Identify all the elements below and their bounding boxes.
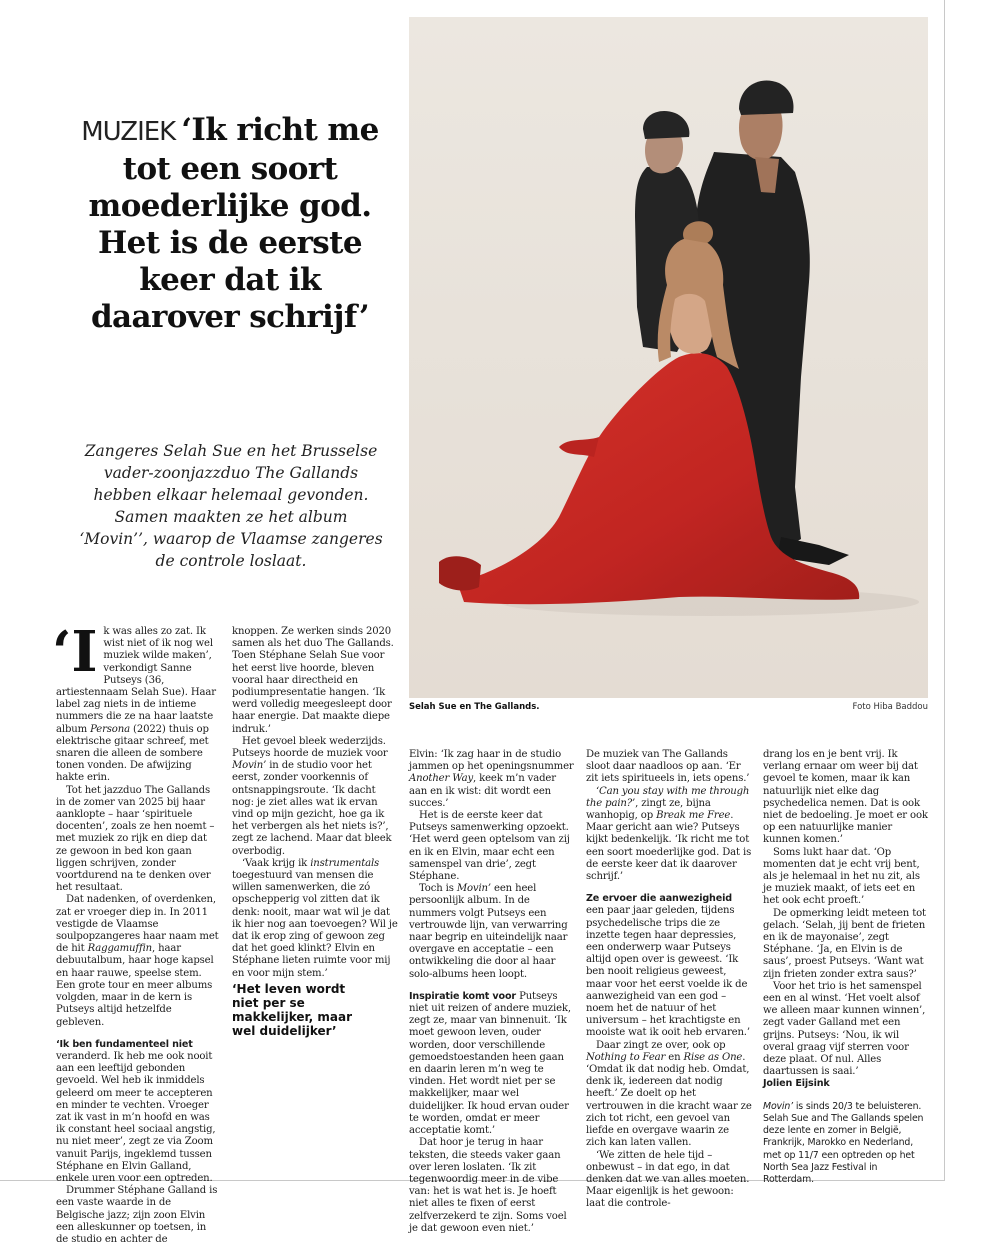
text-run: een heel persoonlijk album. In de nummers volgt Putseys een vertrouwde lijn, van verwarring naar begrip en uiteindelijk naar overgave en acceptatie – een ontwikkeling die door al haar solo-albums heen loopt. xyxy=(409,883,568,980)
release-info xyxy=(763,1101,929,1186)
text-run: . ‘Omdat ik dat nodig heb. Omdat, denk ik, iedereen dat nodig heeft.’ Ze doelt op het vertrouwen in die kracht waar ze zich tot richt, een gevoel van liefde en overgave waarin ze zich kan laten vallen. xyxy=(586,1051,752,1149)
paragraph xyxy=(586,893,752,1039)
body-column-4 xyxy=(586,749,752,1211)
section-lead: ‘Ik ben fundamenteel niet xyxy=(56,1038,193,1050)
album-title: Movin’ xyxy=(763,1100,793,1112)
headline xyxy=(80,112,380,336)
paragraph xyxy=(232,736,398,858)
text-run: . Maar gericht aan wie? Putseys kijkt bedenkelijk. ‘Ik richt me tot een soort moederlijke god. Dat is de eerste keer dat ik daarover schrijf.’ xyxy=(586,810,752,883)
text-run: in de studio voor het eerst, zonder voorkennis of ontsnappingsroute. ‘Ik dacht nog: je ziet alles wat ik ervan vind op mijn gezicht, hoe ga ik het verbergen als het niets is?’, zegt ze lachend. Maar dat bleek overbodig. xyxy=(232,760,392,857)
author-byline: Jolien Eijsink xyxy=(763,1078,830,1090)
text-run: en xyxy=(668,1051,681,1063)
text-run: , keek m’n vader aan en ik wist: dit wordt een succes.’ xyxy=(409,773,556,809)
text-run: Daar zingt ze over, ook op xyxy=(596,1039,726,1051)
opening-paragraph xyxy=(52,619,220,785)
text-run: Toch is xyxy=(419,883,454,895)
section-lead: Ze ervoer die aanwezigheid xyxy=(586,893,732,905)
text-run: veranderd. Ik heb me ook nooit aan een leeftijd gebonden gevoeld. Wel heb ik inmiddels geleerd om meer te accepteren en minder te vechten. Vroeger zat ik vast in m’n hoofd en was ik constant heel sociaal angstig, nu niet meer’, zegt ze via Zoom vanuit Parijs, ingeklemd tussen Stéphane en Elvin Galland, enkele uren voor een optreden. xyxy=(56,1050,216,1184)
body-column-3 xyxy=(409,749,575,1235)
text-run: Putseys niet uit reizen of andere muziek, zegt ze, maar van binnenuit. ‘Ik moet gewoon leven, ouder worden, door verschillende gemoedstoestanden heen gaan en daarin leren m’n weg te vinden. Het wordt niet per se makkelijker, maar wel duidelijker. Ik houd ervan ouder te worden, omdat er meer acceptatie komt.’ xyxy=(409,990,571,1137)
album-title: Persona xyxy=(90,723,130,735)
lyric-quote: ‘Can you stay with me through the pain?’ xyxy=(586,785,750,809)
paragraph xyxy=(586,1040,752,1150)
drop-cap: ‘I xyxy=(52,619,98,685)
article-photo xyxy=(409,17,928,698)
paragraph xyxy=(409,749,575,810)
album-title: Movin’ xyxy=(456,883,491,895)
section-kicker: MUZIEK xyxy=(81,117,176,147)
paragraph xyxy=(409,883,575,981)
song-title: Break me Free xyxy=(656,810,731,822)
pull-quote: ‘Het leven wordt niet per se makkelijker, maar wel duidelijker’ xyxy=(232,982,353,1038)
section-lead: Inspiratie komt voor xyxy=(409,990,516,1002)
paragraph xyxy=(586,786,752,884)
song-title: Nothing to Fear xyxy=(586,1051,666,1063)
emphasis: instrumentals xyxy=(310,857,380,869)
paragraph: Het is de eerste keer dat Putseys samenwerking opzoekt. ‘Het werd geen optelsom van zij en ik en Elvin, maar echt een samenspel van drie’, zegt Stéphane. xyxy=(409,810,570,883)
paragraph: Voor het trio is het samenspel een en al winst. ‘Het voelt alsof we alleen maar kunnen winnen’, zegt vader Galland met een grijns. Putseys: ‘Nou, ik wil overal graag vijf sterren voor deze plaat. Of nul. Alles daartussen is saai.’ xyxy=(763,980,926,1078)
photo-credit: Foto Hiba Baddou xyxy=(852,702,928,712)
paragraph: drang los en je bent vrij. Ik verlang ernaar om weer bij dat gevoel te komen, maar ik kan natuurlijk niet elke dag psychedelica nemen. Dat is ook niet de bedoeling. Je moet er ook op een natuurlijke manier kunnen komen.’ xyxy=(763,749,928,846)
text-run: Elvin: ‘Ik zag haar in de studio jammen op het openingsnummer xyxy=(409,749,574,773)
text-run: k was alles zo zat. Ik wist niet of ik nog wel muziek wilde maken’, verkondigt Sanne Putseys (36, artiestennaam Selah Sue). Haar label zag niets in de intieme nummers die ze na haar laatste album xyxy=(56,626,216,735)
paragraph xyxy=(232,858,398,980)
paragraph xyxy=(56,894,220,1028)
body-column-1 xyxy=(52,619,220,1246)
text-run: (2022) thuis op elektrische gitaar schreef, met snaren die alleen de sombere tonen vonden. De afwijzing hakte erin. xyxy=(56,723,209,784)
text-run: Dat nadenken, of overdenken, zat er vroeger diep in. In 2011 vestigde de Vlaamse soulpopzangeres haar naam met de hit xyxy=(56,894,219,955)
text-run: Het gevoel bleek wederzijds. Putseys hoorde de muziek voor xyxy=(232,735,388,760)
paragraph xyxy=(409,991,575,1137)
paragraph: Drummer Stéphane Galland is een vaste waarde in de Belgische jazz; zijn zoon Elvin een alleskunner op toetsen, in de studio en achter de xyxy=(56,1185,218,1245)
intro-paragraph: Zangeres Selah Sue en het Brusselse vader-zoonjazzduo The Gallands hebben elkaar helemaal gevonden. Samen maakten ze het album ‘Movin’’, waarop de Vlaamse zangeres de controle loslaat. xyxy=(79,442,383,570)
text-run: is sinds 20/3 te beluisteren. Selah Sue and The Gallands spelen deze lente en zomer in België, Frankrijk, Marokko en Nederland, met op 11/7 een optreden op het North Sea Jazz Festival in Rotterdam. xyxy=(763,1100,924,1185)
photo-illustration xyxy=(409,17,928,698)
paragraph xyxy=(56,1039,220,1185)
text-run: toegestuurd van mensen die willen samenwerken, die zó opschepperig vol zitten dat ik denk: nooit, maar wat wil je dat ik hier nog aan toevoegen? Wil je dat ik erop zing of gewoon zeg dat het goed klinkt? Elvin en Stéphane lieten ruimte voor mij en voor mijn stem.’ xyxy=(232,870,398,979)
text-run: ‘Vaak krijg ik xyxy=(242,857,308,869)
song-title: Rise as One xyxy=(683,1051,743,1063)
paragraph: Dat hoor je terug in haar teksten, die steeds vaker gaan over leren loslaten. ‘Ik zit tegenwoordig meer in de vibe van: het is wat het is. Je hoeft niet alles te fixen of eerst zelfverzekerd te zijn. Soms voel je dat gewoon even niet.’ xyxy=(409,1137,567,1234)
paragraph: De opmerking leidt meteen tot gelach. ‘Selah, jij bent de frieten en ik de mayonaise’, zegt Stéphane. ‘Ja, en Elvin is de saus’, proest Putseys. ‘Want wat zijn frieten zonder extra saus?’ xyxy=(763,907,926,980)
paragraph: Tot het jazzduo The Gallands in de zomer van 2025 bij haar aanklopte – haar ‘spirituele docenten’, zoals ze hen noemt – met muziek zo rijk en diep dat ze gewoon in bed kon gaan liggen schrijven, zonder voortdurend na te denken over het resultaat. xyxy=(56,784,215,894)
caption-text: Selah Sue en The Gallands. xyxy=(409,702,540,712)
album-title: Movin’ xyxy=(232,760,267,772)
song-title: Another Way xyxy=(409,773,473,785)
text-run: een paar jaar geleden, tijdens psychedelische trips die ze inzette tegen haar depressies, een onderwerp waar Putseys altijd open over is geweest. ‘Ik ben nooit religieus geweest, maar voor het eerst voelde ik de aanwezigheid van een god – noem het de natuur of het universum – het krachtigste en mooiste wat ik ooit heb ervaren.’ xyxy=(586,905,750,1039)
paragraph: ‘We zitten de hele tijd – onbewust – in dat ego, in dat denken dat we van alles moeten. Maar eigenlijk is het gewoon: laat die controle- xyxy=(586,1149,750,1210)
paragraph: De muziek van The Gallands sloot daar naadloos op aan. ‘Er zit iets spiritueels in, iets opens.’ xyxy=(586,749,750,785)
text-run: , haar debuutalbum, haar hoge kapsel en haar rauwe, speelse stem. Een grote tour en meer albums volgden, maar in de kern is Putseys altijd hetzelfde gebleven. xyxy=(56,943,214,1028)
song-title: Raggamuffin xyxy=(87,943,153,955)
body-column-2 xyxy=(232,626,398,980)
paragraph: Soms lukt haar dat. ‘Op momenten dat je echt vrij bent, als je helemaal in het nu zit, als je muziek maakt, of iets eet en het ook echt proeft.’ xyxy=(763,846,920,907)
photo-caption xyxy=(409,702,928,716)
page-border-right xyxy=(944,0,945,1180)
paragraph: knoppen. Ze werken sinds 2020 samen als het duo The Gallands. Toen Stéphane Selah Sue voor het eerst live hoorde, bleven vooral haar directheid en podiumpresentatie hangen. ‘Ik werd volledig meegesleept door haar energie. Dat maakte diepe indruk.’ xyxy=(232,626,394,735)
body-column-5 xyxy=(763,749,929,1186)
text-run: , zingt ze, bijna wanhopig, op xyxy=(586,797,711,822)
headline-text: ‘Ik richt me tot een soort moederlijke god. Het is de eerste keer dat ik daarover schrijf’ xyxy=(88,112,379,335)
